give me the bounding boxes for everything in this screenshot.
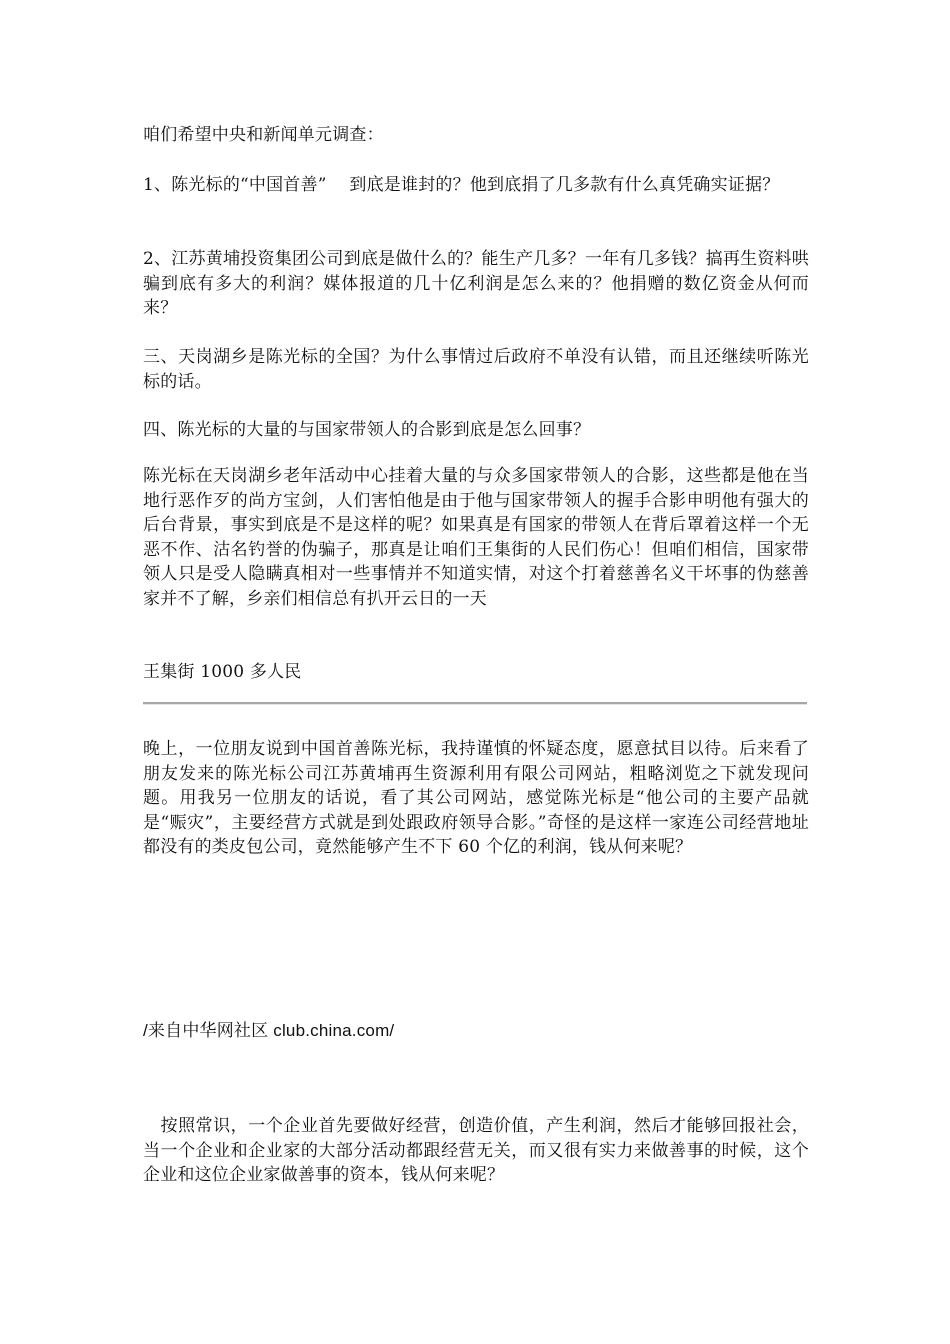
intro-paragraph: 咱们希望中央和新闻单元调查：: [143, 125, 384, 145]
horizontal-divider: [143, 702, 807, 705]
question-3-paragraph: 三、天岗湖乡是陈光标的全国？为什么事情过后政府不单没有认错，而且还继续听陈光标的话。: [143, 347, 809, 392]
question-1-paragraph: 1、陈光标的“中国首善” 到底是谁封的？他到底捐了几多款有什么真凭确实证据？: [143, 175, 780, 195]
question-4-paragraph: 四、陈光标的大量的与国家带领人的合影到底是怎么回事？: [143, 420, 591, 440]
question-2-paragraph: 2、江苏黄埔投资集团公司到底是做什么的？能生产几多？一年有几多钱？搞再生资料哄骗到底有多大的利润？媒体报道的几十亿利润是怎么来的？他捐赠的数亿资金从何而来？: [143, 249, 809, 318]
question-4-detail-paragraph: 陈光标在天岗湖乡老年活动中心挂着大量的与众多国家带领人的合影，这些都是他在当地行恶作歹的尚方宝剑，人们害怕他是由于他与国家带领人的握手合影申明他有强大的后台背景，事实到底是不是这样的呢？如果真是有国家的带领人在背后罩着这样一个无恶不作、沽名钓誉的伪骗子，那真是让咱们王集街的人民们伤心！但咱们相信，国家带领人只是受人隐瞒真相对一些事情并不知道实情，对这个打着慈善名义干坏事的伪慈善家并不了解，乡亲们相信总有扒开云日的一天: [143, 466, 809, 609]
source-line: /来自中华网社区 club.china.com/: [143, 1021, 395, 1040]
closing-paragraph: 按照常识，一个企业首先要做好经营，创造价值，产生利润，然后才能够回报社会，当一个企业和企业家的大部分活动都跟经营无关，而又很有实力来做善事的时候，这个企业和这位企业家做善事的资本，钱从何来呢？: [143, 1116, 809, 1185]
story-paragraph: 晚上，一位朋友说到中国首善陈光标，我持谨慎的怀疑态度，愿意拭目以待。后来看了朋友发来的陈光标公司江苏黄埔再生资源利用有限公司网站，粗略浏览之下就发现问题。用我另一位朋友的话说，看了其公司网站，感觉陈光标是“他公司的主要产品就是“赈灾”，主要经营方式就是到处跟政府领导合影。”奇怪的是这样一家连公司经营地址都没有的类皮包公司，竟然能够产生不下 60 个亿的利润，钱从何来呢？: [143, 739, 809, 857]
signature-line: 王集街 1000 多人民: [143, 662, 302, 682]
